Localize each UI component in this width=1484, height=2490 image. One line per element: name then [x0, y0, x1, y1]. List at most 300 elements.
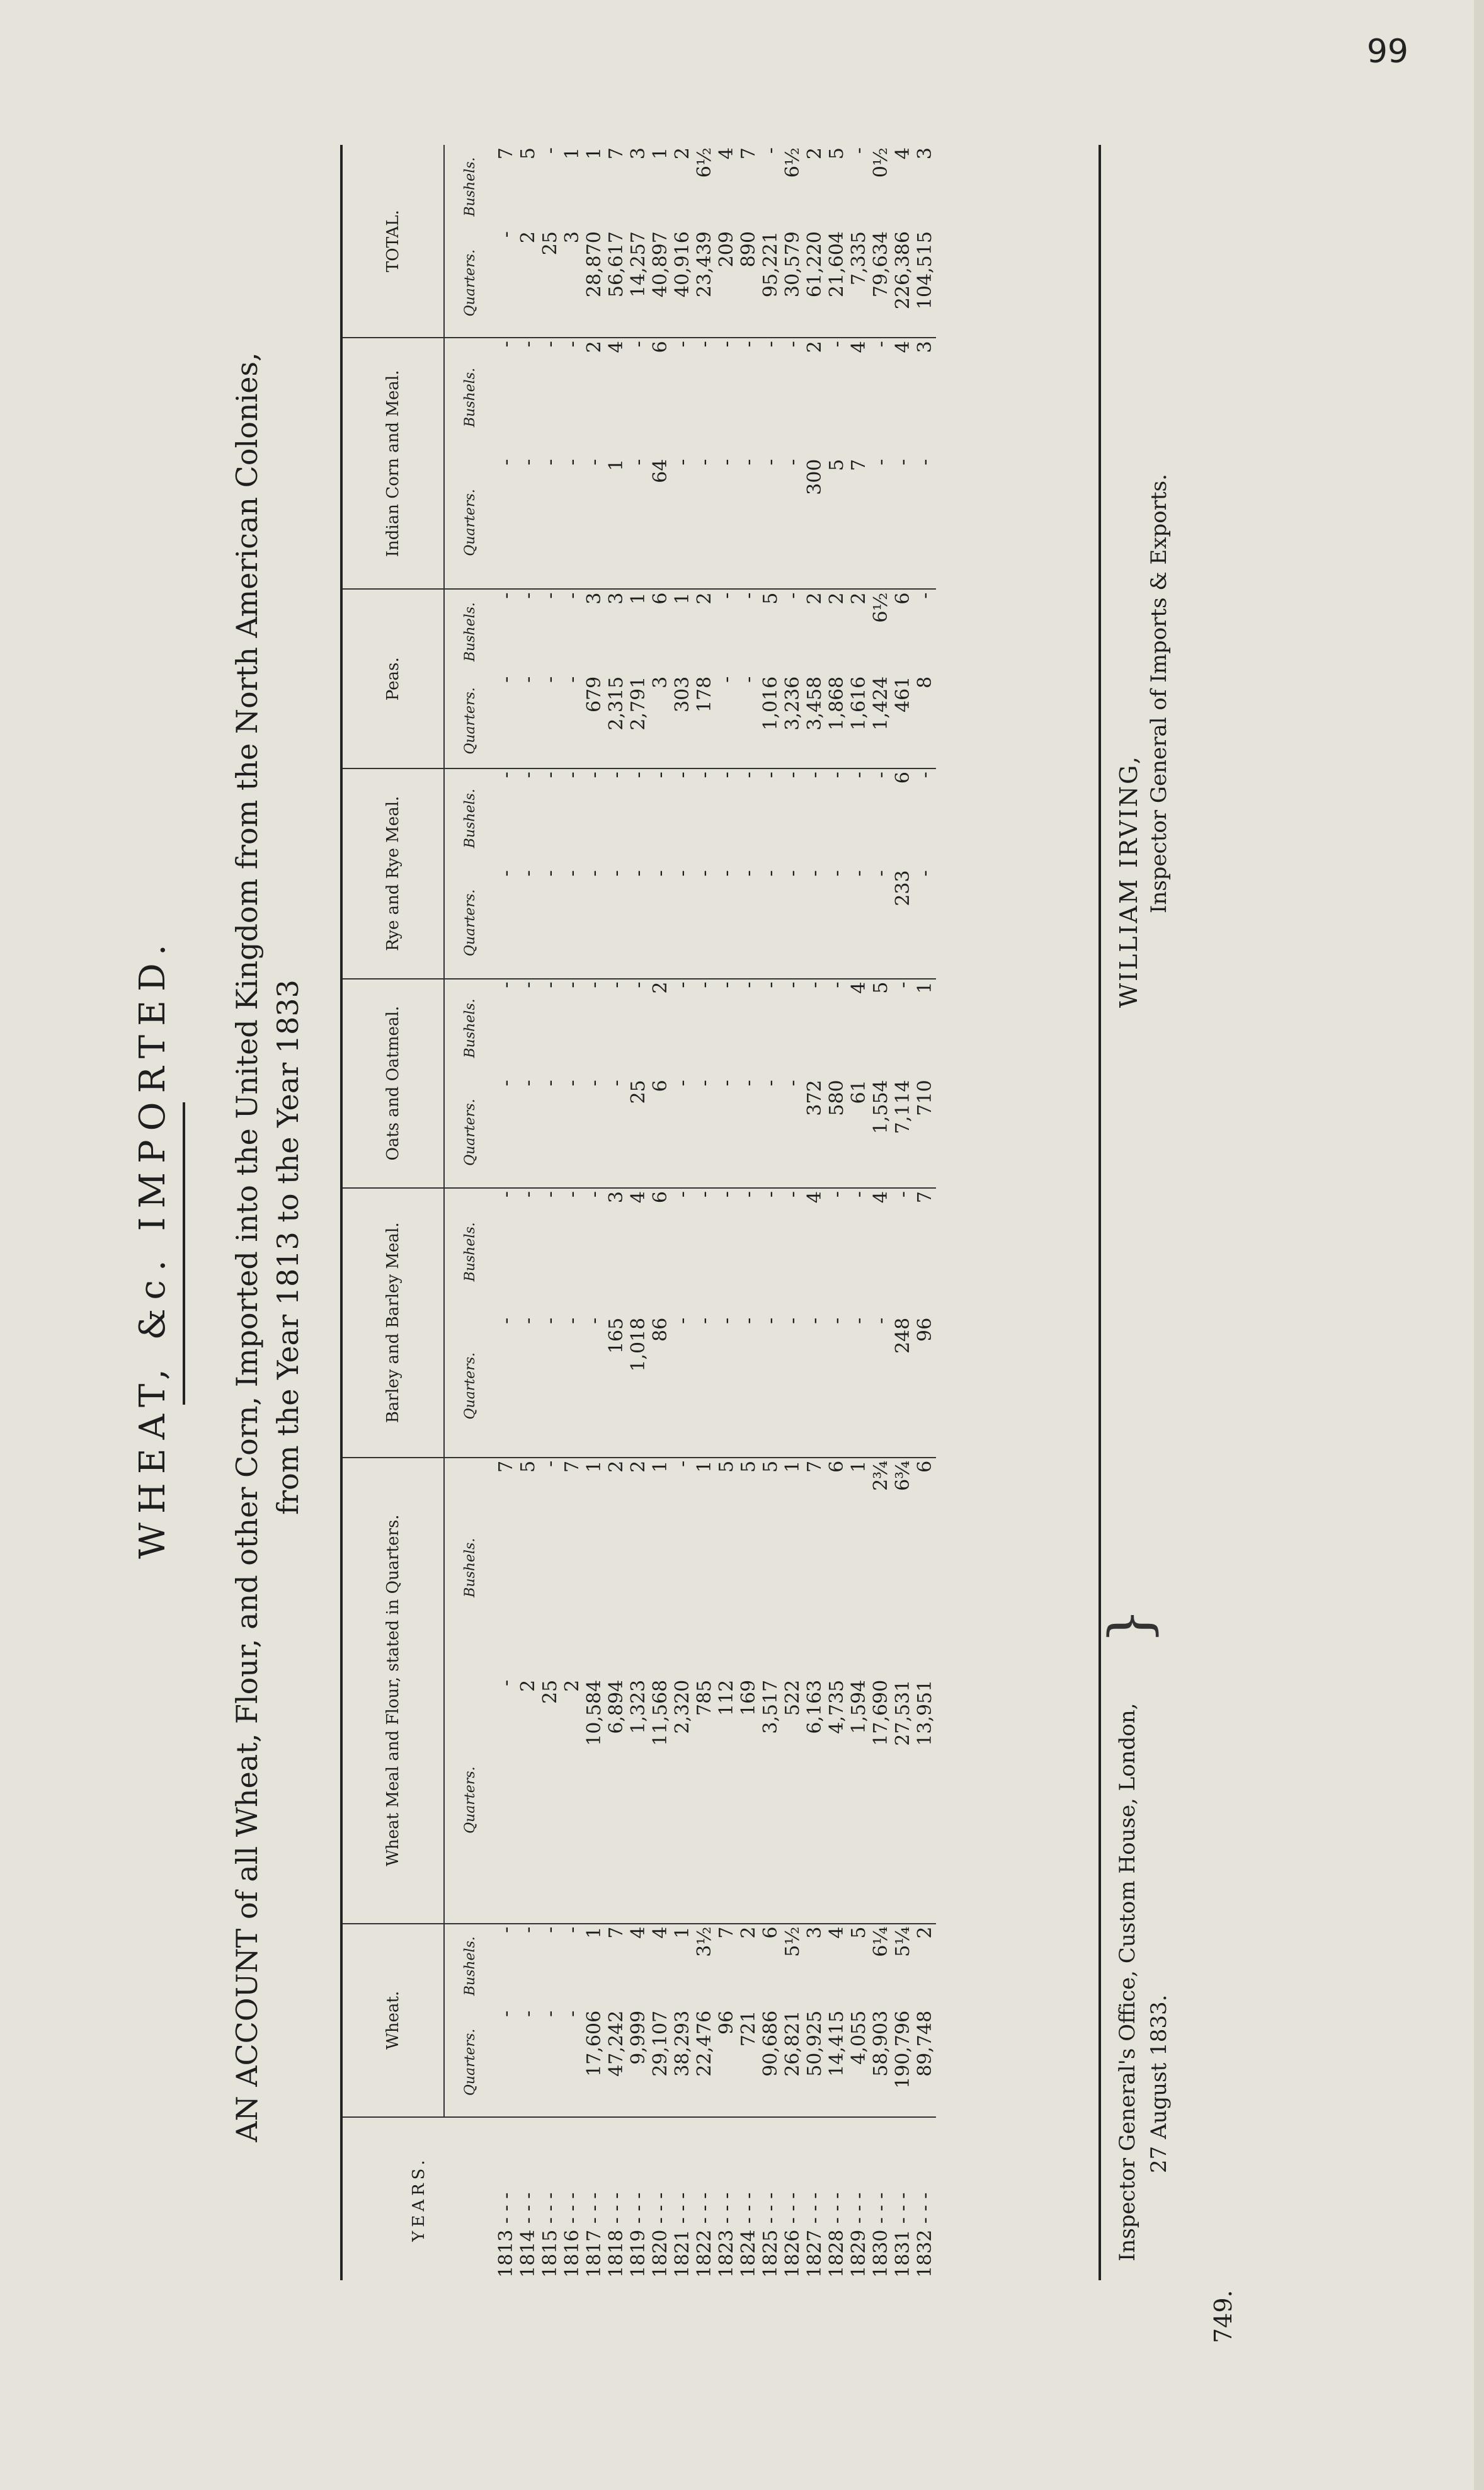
quarters-cell: 710	[914, 1077, 936, 1188]
document-number: 749.	[1209, 2290, 1237, 2343]
quarters-cell: -	[561, 457, 583, 590]
bushels-cell: -	[517, 981, 539, 988]
quarters-cell: 86	[649, 1315, 671, 1458]
page-number: 99	[1366, 33, 1408, 71]
year-cell: 1818 - - -	[605, 2192, 627, 2278]
bushels-cell: 3½	[693, 1926, 716, 1957]
quarters-cell: 26,821	[782, 2008, 804, 2117]
header-rye: Rye and Rye Meal.	[343, 768, 444, 978]
year-cell: 1821 - - -	[671, 2192, 693, 2278]
quarters-cell: 22,476	[693, 2008, 716, 2117]
quarters-cell: -	[738, 1315, 760, 1458]
quarters-cell: -	[539, 457, 561, 590]
table-subheader-row	[444, 145, 495, 2280]
signatory-name: WILLIAM IRVING,	[1115, 754, 1143, 1008]
bushels-cell: -	[826, 981, 848, 988]
bushels-cell: 4	[627, 1926, 649, 1939]
bushels-cell: -	[716, 981, 738, 988]
quarters-cell: 1,868	[826, 674, 848, 768]
bushels-cell: 2	[804, 592, 826, 605]
table-row	[671, 145, 693, 2280]
quarters-cell: -	[517, 2008, 539, 2117]
quarters-cell: -	[826, 867, 848, 978]
quarters-cell: -	[782, 867, 804, 978]
bushels-cell: 1	[914, 981, 936, 994]
quarters-cell: -	[693, 1077, 716, 1188]
year-cell: 1824 - - -	[738, 2192, 760, 2278]
bushels-cell: 2	[671, 147, 693, 160]
bushels-cell: 2	[804, 341, 826, 353]
document-title: WHEAT, &c. IMPORTED.	[132, 935, 173, 1559]
bushels-cell: -	[826, 341, 848, 348]
table-row	[782, 145, 804, 2280]
bushels-cell: 7	[495, 147, 517, 160]
bushels-cell: 6	[826, 1460, 848, 1473]
bushels-cell: 1	[561, 147, 583, 160]
subheader-bushels: Bushels.	[462, 1222, 478, 1282]
subheader-bushels: Bushels.	[462, 1936, 478, 1996]
quarters-cell: -	[716, 1077, 738, 1188]
table-row	[517, 145, 539, 2280]
header-peas: Peas.	[343, 590, 444, 769]
bushels-cell: -	[870, 341, 892, 348]
bushels-cell: -	[539, 147, 561, 154]
bushels-cell: -	[671, 1460, 693, 1467]
data-table-frame	[340, 145, 1101, 2280]
year-cell: 1816 - - -	[561, 2192, 583, 2278]
quarters-cell: -	[826, 1315, 848, 1458]
bushels-cell: 5¼	[892, 1926, 914, 1957]
bushels-cell: -	[760, 772, 782, 779]
bushels-cell: 5	[716, 1460, 738, 1473]
bushels-cell: -	[539, 772, 561, 779]
bushels-cell: -	[782, 772, 804, 779]
bushels-cell: 5	[826, 147, 848, 160]
bushels-cell: -	[693, 772, 716, 779]
bushels-cell: 5	[760, 592, 782, 605]
bushels-cell: -	[539, 1926, 561, 1933]
table-row	[693, 145, 716, 2280]
bushels-cell: 6½	[870, 592, 892, 623]
bushels-cell: 6¾	[892, 1460, 914, 1491]
quarters-cell: 300	[804, 457, 826, 590]
subheader-bushels: Bushels.	[462, 1538, 478, 1597]
bushels-cell: 3	[627, 147, 649, 160]
quarters-cell: -	[583, 867, 605, 978]
bushels-cell: 1	[583, 1926, 605, 1939]
quarters-cell: 1,016	[760, 674, 782, 768]
quarters-cell: -	[671, 867, 693, 978]
bushels-cell: -	[716, 772, 738, 779]
bushels-cell: 2	[826, 592, 848, 605]
quarters-cell: -	[539, 1077, 561, 1188]
bushels-cell: -	[760, 341, 782, 348]
quarters-cell: 89,748	[914, 2008, 936, 2117]
table-group-header-row	[343, 145, 444, 2280]
quarters-cell: -	[914, 867, 936, 978]
quarters-cell: 461	[892, 674, 914, 768]
quarters-cell: 1,616	[848, 674, 870, 768]
quarters-cell: 7,335	[848, 229, 870, 338]
bushels-cell: 3	[583, 592, 605, 605]
quarters-cell: 104,515	[914, 229, 936, 338]
bushels-cell: -	[671, 772, 693, 779]
quarters-cell: -	[517, 457, 539, 590]
bushels-cell: -	[870, 772, 892, 779]
quarters-cell: 28,870	[583, 229, 605, 338]
bushels-cell: -	[826, 1191, 848, 1198]
year-cell: 1815 - - -	[539, 2192, 561, 2278]
bushels-cell: 2	[627, 1460, 649, 1473]
bushels-cell: 0½	[870, 147, 892, 178]
quarters-cell: -	[782, 457, 804, 590]
quarters-cell: 6	[649, 1077, 671, 1188]
bushels-cell: 1	[649, 1460, 671, 1473]
table-row	[804, 145, 826, 2280]
quarters-cell: -	[716, 867, 738, 978]
bushels-cell: -	[583, 772, 605, 779]
table-body	[495, 145, 936, 2280]
quarters-cell: -	[649, 867, 671, 978]
table-row	[914, 145, 936, 2280]
bushels-cell: -	[605, 981, 627, 988]
bushels-cell: 1	[583, 1460, 605, 1473]
quarters-cell: -	[605, 1077, 627, 1188]
quarters-cell: -	[539, 867, 561, 978]
bushels-cell: 4	[605, 341, 627, 353]
bushels-cell: 6½	[693, 147, 716, 178]
quarters-cell: -	[760, 457, 782, 590]
bushels-cell: -	[782, 592, 804, 599]
bushels-cell: 4	[892, 147, 914, 160]
quarters-cell: 47,242	[605, 2008, 627, 2117]
quarters-cell: -	[561, 1077, 583, 1188]
quarters-cell: -	[716, 674, 738, 768]
bushels-cell: 7	[716, 1926, 738, 1939]
quarters-cell: -	[517, 674, 539, 768]
quarters-cell: 890	[738, 229, 760, 338]
bushels-cell: 6	[649, 341, 671, 353]
year-cell: 1817 - - -	[583, 2192, 605, 2278]
subheader-bushels: Bushels.	[462, 157, 478, 217]
bushels-cell: 5	[517, 147, 539, 160]
quarters-cell: 3	[561, 229, 583, 338]
subheader-quarters: Quarters.	[444, 867, 495, 978]
quarters-cell: 112	[716, 1677, 738, 1924]
bushels-cell: -	[539, 592, 561, 599]
quarters-cell: -	[693, 1315, 716, 1458]
quarters-cell: 96	[914, 1315, 936, 1458]
bushels-cell: -	[738, 981, 760, 988]
bushels-cell: -	[716, 592, 738, 599]
bushels-cell: -	[804, 772, 826, 779]
table-row	[892, 145, 914, 2280]
header-wheat: Wheat.	[343, 1924, 444, 2117]
year-cell: 1831 - - -	[892, 2192, 914, 2278]
quarters-cell: 209	[716, 229, 738, 338]
quarters-cell: -	[848, 1315, 870, 1458]
quarters-cell: 13,951	[914, 1677, 936, 1924]
quarters-cell: -	[760, 1315, 782, 1458]
header-years: YEARS.	[409, 2156, 428, 2242]
bushels-cell: -	[760, 981, 782, 988]
table-row	[738, 145, 760, 2280]
quarters-cell: 1,424	[870, 674, 892, 768]
quarters-cell: 233	[892, 867, 914, 978]
bushels-cell: 7	[561, 1460, 583, 1473]
bushels-cell: 4	[649, 1926, 671, 1939]
bushels-cell: -	[826, 772, 848, 779]
bushels-cell: -	[693, 341, 716, 348]
quarters-cell: -	[561, 867, 583, 978]
year-cell: 1829 - - -	[848, 2192, 870, 2278]
header-indian-corn: Indian Corn and Meal.	[343, 338, 444, 589]
quarters-cell: -	[495, 457, 517, 590]
quarters-cell: -	[495, 674, 517, 768]
table-row	[583, 145, 605, 2280]
quarters-cell: 38,293	[671, 2008, 693, 2117]
quarters-cell: -	[738, 1077, 760, 1188]
bushels-cell: 4	[848, 341, 870, 353]
quarters-cell: 721	[738, 2008, 760, 2117]
quarters-cell: 165	[605, 1315, 627, 1458]
quarters-cell: -	[738, 867, 760, 978]
bushels-cell: 1	[848, 1460, 870, 1473]
header-total: TOTAL.	[343, 145, 444, 338]
header-barley: Barley and Barley Meal.	[343, 1188, 444, 1458]
bushels-cell: 1	[649, 147, 671, 160]
quarters-cell: 679	[583, 674, 605, 768]
bushels-cell: -	[627, 981, 649, 988]
quarters-cell: 95,221	[760, 229, 782, 338]
quarters-cell: -	[782, 1077, 804, 1188]
quarters-cell: 10,584	[583, 1677, 605, 1924]
bushels-cell: 2	[583, 341, 605, 353]
quarters-cell: -	[760, 1077, 782, 1188]
title-rule	[183, 1102, 185, 1405]
quarters-cell: 40,916	[671, 229, 693, 338]
bushels-cell: 6	[649, 592, 671, 605]
data-table	[343, 145, 936, 2280]
bushels-cell: -	[517, 772, 539, 779]
bushels-cell: 7	[914, 1191, 936, 1204]
bushels-cell: 5	[738, 1460, 760, 1473]
quarters-cell: -	[517, 867, 539, 978]
quarters-cell: -	[870, 457, 892, 590]
brace-icon: }	[1097, 1608, 1163, 1644]
quarters-cell: -	[870, 1315, 892, 1458]
quarters-cell: 3	[649, 674, 671, 768]
bushels-cell: 7	[738, 147, 760, 160]
quarters-cell: 64	[649, 457, 671, 590]
subheader-bushels: Bushels.	[462, 367, 478, 428]
quarters-cell: 14,415	[826, 2008, 848, 2117]
bushels-cell: -	[539, 981, 561, 988]
bushels-cell: 5	[517, 1460, 539, 1473]
bushels-cell: -	[495, 1926, 517, 1933]
quarters-cell: 2,315	[605, 674, 627, 768]
bushels-cell: 4	[627, 1191, 649, 1204]
quarters-cell: -	[561, 674, 583, 768]
year-cell: 1820 - - -	[649, 2192, 671, 2278]
bushels-cell: -	[561, 772, 583, 779]
bushels-cell: -	[517, 592, 539, 599]
office-line: Inspector General's Office, Custom House, London,	[1115, 1703, 1140, 2261]
quarters-cell: 50,925	[804, 2008, 826, 2117]
bushels-cell: 7	[804, 1460, 826, 1473]
year-cell: 1832 - - -	[914, 2192, 936, 2278]
quarters-cell: 580	[826, 1077, 848, 1188]
bushels-cell: -	[495, 341, 517, 348]
bushels-cell: -	[495, 1191, 517, 1198]
quarters-cell: -	[693, 867, 716, 978]
quarters-cell: 6,163	[804, 1677, 826, 1924]
quarters-cell: -	[716, 457, 738, 590]
bushels-cell: -	[561, 981, 583, 988]
header-oats: Oats and Oatmeal.	[343, 979, 444, 1188]
bushels-cell: -	[760, 147, 782, 154]
quarters-cell: 372	[804, 1077, 826, 1188]
bushels-cell: 1	[671, 1926, 693, 1939]
bushels-cell: -	[892, 1191, 914, 1198]
bushels-cell: 1	[583, 147, 605, 160]
bushels-cell: 4	[826, 1926, 848, 1939]
quarters-cell: -	[738, 457, 760, 590]
bushels-cell: 4	[804, 1191, 826, 1204]
bushels-cell: -	[693, 1191, 716, 1198]
quarters-cell: 3,236	[782, 674, 804, 768]
table-row	[870, 145, 892, 2280]
quarters-cell: 25	[539, 1677, 561, 1924]
quarters-cell: 2	[517, 229, 539, 338]
quarters-cell: 79,634	[870, 229, 892, 338]
subheader-quarters: Quarters.	[444, 1677, 495, 1924]
bushels-cell: -	[539, 1191, 561, 1198]
bushels-cell: -	[671, 981, 693, 988]
quarters-cell: 1,594	[848, 1677, 870, 1924]
quarters-cell: 58,903	[870, 2008, 892, 2117]
quarters-cell: 785	[693, 1677, 716, 1924]
bushels-cell: 4	[892, 341, 914, 353]
bushels-cell: 2	[693, 592, 716, 605]
quarters-cell: 90,686	[760, 2008, 782, 2117]
quarters-cell: -	[870, 867, 892, 978]
quarters-cell: -	[495, 867, 517, 978]
subheader-quarters: Quarters.	[444, 229, 495, 338]
quarters-cell: -	[583, 457, 605, 590]
table-row	[848, 145, 870, 2280]
quarters-cell: -	[760, 867, 782, 978]
bushels-cell: -	[782, 981, 804, 988]
quarters-cell: -	[495, 1677, 517, 1924]
quarters-cell: 21,604	[826, 229, 848, 338]
year-cell: 1814 - - -	[517, 2192, 539, 2278]
bushels-cell: -	[760, 1191, 782, 1198]
bushels-cell: -	[583, 981, 605, 988]
bushels-cell: -	[804, 981, 826, 988]
quarters-cell: -	[561, 1315, 583, 1458]
bushels-cell: -	[539, 1460, 561, 1467]
quarters-cell: 11,568	[649, 1677, 671, 1924]
quarters-cell: 9,999	[627, 2008, 649, 2117]
subheader-quarters: Quarters.	[444, 1315, 495, 1458]
bushels-cell: -	[671, 1191, 693, 1198]
subheader-quarters: Quarters.	[444, 457, 495, 590]
quarters-cell: -	[495, 229, 517, 338]
quarters-cell: 2	[561, 1677, 583, 1924]
bushels-cell: -	[561, 1191, 583, 1198]
quarters-cell: 7,114	[892, 1077, 914, 1188]
quarters-cell: 190,796	[892, 2008, 914, 2117]
bushels-cell: 7	[605, 147, 627, 160]
subheader-quarters: Quarters.	[444, 674, 495, 768]
signatory-title: Inspector General of Imports & Exports.	[1146, 474, 1172, 913]
table-row	[760, 145, 782, 2280]
quarters-cell: 56,617	[605, 229, 627, 338]
quarters-cell: -	[561, 2008, 583, 2117]
quarters-cell: -	[804, 867, 826, 978]
quarters-cell: -	[583, 1315, 605, 1458]
bushels-cell: 6	[649, 1191, 671, 1204]
subheader-bushels: Bushels.	[462, 602, 478, 662]
bushels-cell: 3	[914, 147, 936, 160]
bushels-cell: 3	[914, 341, 936, 353]
quarters-cell: -	[671, 457, 693, 590]
table-row	[605, 145, 627, 2280]
bushels-cell: -	[738, 592, 760, 599]
quarters-cell: -	[671, 1315, 693, 1458]
quarters-cell: 1,554	[870, 1077, 892, 1188]
quarters-cell: -	[539, 2008, 561, 2117]
table-row	[561, 145, 583, 2280]
quarters-cell: 25	[627, 1077, 649, 1188]
quarters-cell: 1	[605, 457, 627, 590]
year-cell: 1813 - - -	[495, 2192, 517, 2278]
quarters-cell: 25	[539, 229, 561, 338]
bushels-cell: 1	[693, 1460, 716, 1473]
bushels-cell: 1	[782, 1460, 804, 1473]
quarters-cell: 522	[782, 1677, 804, 1924]
bushels-cell: 1	[627, 592, 649, 605]
bushels-cell: 6½	[782, 147, 804, 178]
bushels-cell: -	[517, 1191, 539, 1198]
table-row	[627, 145, 649, 2280]
bushels-cell: -	[495, 772, 517, 779]
bushels-cell: 6	[892, 592, 914, 605]
quarters-cell: 17,606	[583, 2008, 605, 2117]
quarters-cell: 178	[693, 674, 716, 768]
quarters-cell: -	[848, 867, 870, 978]
year-cell: 1828 - - -	[826, 2192, 848, 2278]
subheader-quarters: Quarters.	[444, 2008, 495, 2117]
document-subtitle: AN ACCOUNT of all Wheat, Flour, and other Corn, Imported into the United Kingdom from the North American Colonies,	[230, 352, 264, 2142]
bushels-cell: 5	[870, 981, 892, 994]
quarters-cell: -	[716, 1315, 738, 1458]
quarters-cell: -	[495, 1077, 517, 1188]
quarters-cell: 6,894	[605, 1677, 627, 1924]
bushels-cell: -	[782, 1191, 804, 1198]
quarters-cell: -	[517, 1077, 539, 1188]
bushels-cell: -	[517, 341, 539, 348]
bushels-cell: 6	[760, 1926, 782, 1939]
quarters-cell: -	[892, 457, 914, 590]
quarters-cell: -	[495, 1315, 517, 1458]
bushels-cell: 3	[804, 1926, 826, 1939]
bushels-cell: 3	[605, 592, 627, 605]
quarters-cell: 3,517	[760, 1677, 782, 1924]
table-row	[495, 145, 517, 2280]
quarters-cell: 30,579	[782, 229, 804, 338]
